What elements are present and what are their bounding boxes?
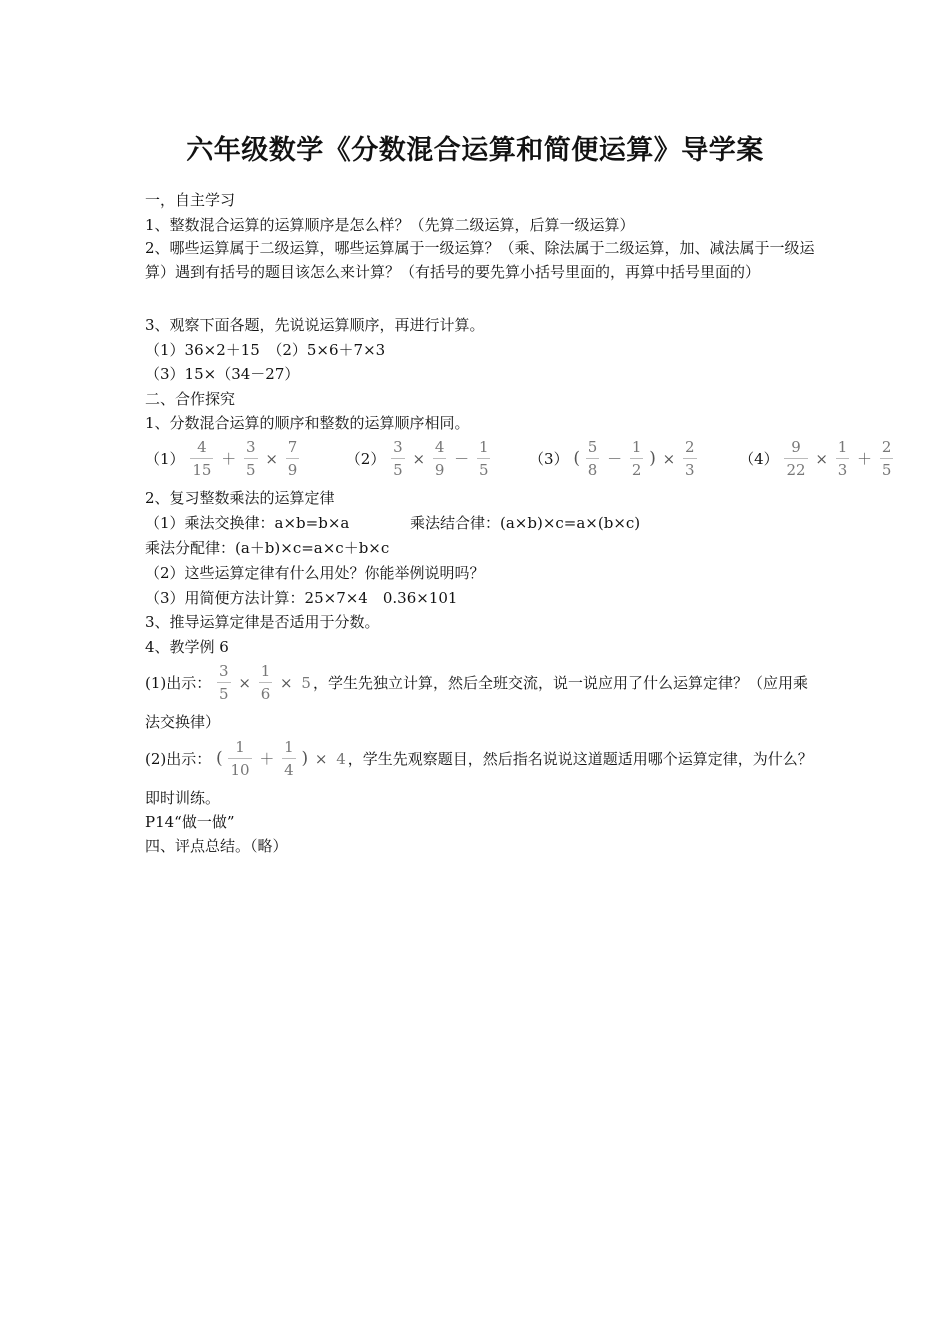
fraction: $\frac{1}{2}$ bbox=[631, 438, 642, 479]
associative-law: 乘法结合律：(a×b)×c=a×(b×c) bbox=[410, 514, 641, 532]
commutative-law: （1）乘法交换律：a×b=b×a bbox=[145, 514, 350, 532]
example-6-part-1-cont: 法交换律） bbox=[145, 713, 221, 731]
paragraph-p14: P14“做一做” bbox=[145, 813, 235, 831]
fraction: $\frac{3}{5}$ bbox=[246, 438, 256, 479]
fraction: $\frac{1}{4}$ bbox=[284, 738, 294, 779]
integer: 5 bbox=[301, 673, 311, 692]
paragraph-2: 2、复习整数乘法的运算定律 bbox=[145, 489, 335, 507]
operator: × bbox=[314, 749, 328, 768]
example-label: (2)出示： bbox=[145, 750, 212, 768]
distributive-law: 乘法分配律：(a＋b)×c=a×c＋b×c bbox=[145, 539, 390, 557]
paragraph-3: 3、推导运算定律是否适用于分数。 bbox=[145, 613, 380, 631]
question-3-items-b: （3）15×（34－27） bbox=[145, 365, 300, 383]
integer: 4 bbox=[336, 749, 346, 768]
example-6-part-2-cont: 即时训练。 bbox=[145, 789, 221, 807]
open-paren: ( bbox=[573, 448, 581, 469]
operator: － bbox=[607, 450, 623, 468]
fraction: $\frac{1}{6}$ bbox=[260, 662, 271, 703]
example-label: (1)出示： bbox=[145, 674, 212, 692]
operator: × bbox=[662, 449, 676, 468]
fraction: $\frac{2}{3}$ bbox=[685, 438, 695, 479]
fraction: $\frac{5}{8}$ bbox=[587, 438, 598, 479]
section-1-heading: 一，自主学习 bbox=[145, 191, 236, 209]
paragraph-2-3: （3）用简便方法计算：25×7×4 0.36×101 bbox=[145, 589, 458, 607]
fraction: $\frac{1}{10}$ bbox=[230, 738, 250, 779]
operator: × bbox=[238, 673, 251, 692]
paragraph-1: 1、分数混合运算的顺序和整数的运算顺序相同。 bbox=[145, 414, 470, 432]
exercise-2-label: （2） bbox=[345, 450, 386, 468]
exercise-3-label: （3） bbox=[529, 450, 569, 468]
operator: × bbox=[412, 449, 426, 468]
example-text: ，学生先观察题目，然后指名说说这道题适用哪个运算定律，为什么？ bbox=[347, 750, 813, 768]
operator: ＋ bbox=[221, 450, 237, 468]
fraction: $\frac{1}{5}$ bbox=[478, 438, 489, 479]
section-2-heading: 二、合作探究 bbox=[145, 390, 236, 408]
operator: × bbox=[280, 673, 293, 692]
operator: － bbox=[454, 450, 470, 468]
fraction: $\frac{4}{9}$ bbox=[434, 438, 445, 479]
paragraph-2-2: （2）这些运算定律有什么用处？你能举例说明吗？ bbox=[145, 564, 485, 582]
example-text: ，学生先独立计算，然后全班交流，说一说应用了什么运算定律？（应用乘 bbox=[312, 674, 808, 692]
close-paren: ) bbox=[649, 448, 656, 469]
paragraph-4: 4、教学例 6 bbox=[145, 638, 229, 656]
close-paren: ) bbox=[301, 748, 309, 769]
example-6-part-2 bbox=[145, 738, 813, 779]
section-4-heading: 四、评点总结。（略） bbox=[145, 837, 288, 855]
fraction: $\frac{1}{3}$ bbox=[837, 438, 848, 479]
fraction: $\frac{3}{5}$ bbox=[219, 662, 229, 703]
fraction: $\frac{3}{5}$ bbox=[393, 438, 403, 479]
fraction: $\frac{7}{9}$ bbox=[287, 438, 298, 479]
exercise-4-label: （4） bbox=[739, 450, 779, 468]
open-paren: ( bbox=[216, 748, 223, 769]
question-1: 1、整数混合运算的运算顺序是怎么样？（先算二级运算，后算一级运算） bbox=[145, 216, 635, 234]
fraction-exercises bbox=[145, 438, 894, 479]
question-3-items-a: （1）36×2＋15 （2）5×6＋7×3 bbox=[145, 341, 386, 359]
operator: ＋ bbox=[259, 750, 275, 768]
operator: × bbox=[815, 449, 828, 468]
example-6-part-1 bbox=[145, 662, 808, 703]
question-3: 3、观察下面各题，先说说运算顺序，再进行计算。 bbox=[145, 316, 485, 334]
exercise-1-label: （1） bbox=[145, 450, 185, 468]
fraction: $\frac{2}{5}$ bbox=[881, 438, 892, 479]
page-title: 六年级数学《分数混合运算和简便运算》导学案 bbox=[186, 135, 764, 166]
question-2: 2、哪些运算属于二级运算，哪些运算属于一级运算？（乘、除法属于二级运算，加、减法属于一级运算）遇到有括号的题目该怎么来计算？（有括号的要先算小括号里面的，再算中括号里面的） bbox=[145, 239, 815, 281]
fraction: $\frac{4}{15}$ bbox=[192, 438, 212, 479]
fraction: $\frac{9}{22}$ bbox=[786, 438, 806, 479]
operator: × bbox=[265, 449, 278, 468]
operator: ＋ bbox=[857, 450, 873, 468]
